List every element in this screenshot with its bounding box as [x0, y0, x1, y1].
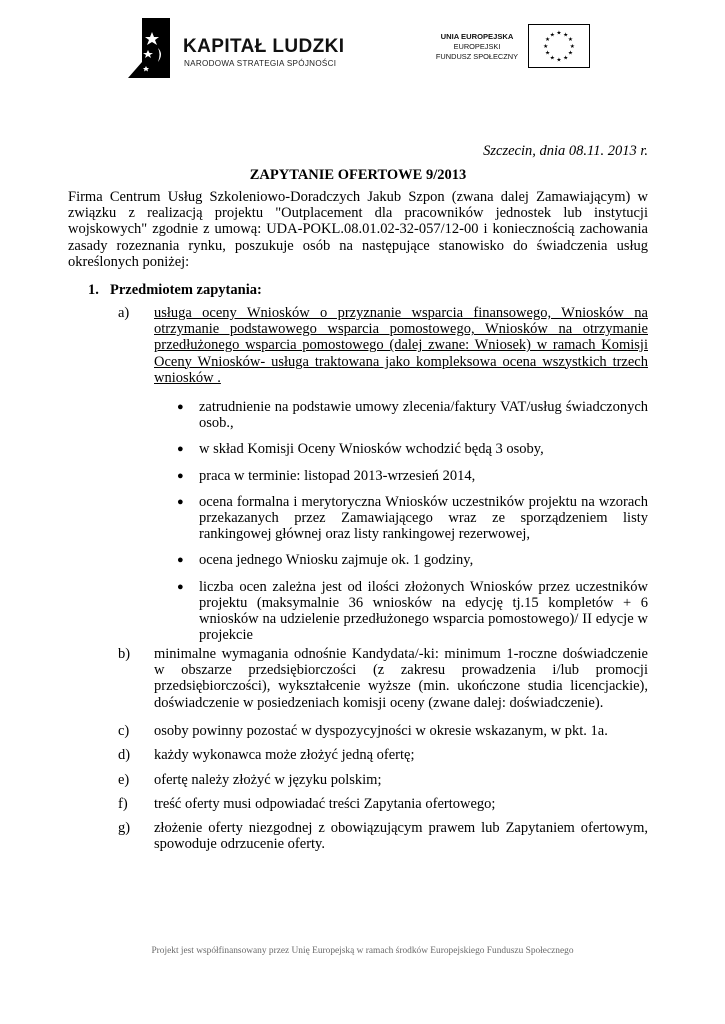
item-e: [118, 772, 648, 788]
section-number: 1.: [88, 282, 99, 298]
section-title: Przedmiotem zapytania:: [110, 282, 262, 298]
item-text: usługa oceny Wniosków o przyznanie wsparcia finansowego, Wniosków na otrzymanie podstawowego wsparcia pomostowego, Wniosków na otrzymanie przedłużonego wsparcia pomostowego (dalej zwane: Wniosek) w ramach Komisji Oceny Wniosków- usługa traktowana jako kompleksowa ocena wszystkich trzech wniosków .: [154, 305, 648, 386]
svg-text:★: ★: [544, 37, 551, 44]
bullet-item: [173, 552, 648, 568]
eu-line-2: EUROPEJSKI: [453, 42, 501, 51]
item-text: osoby powinny pozostać w dyspozycyjności w okresie wskazanym, w pkt. 1a.: [154, 723, 608, 739]
kapital-ludzki-logo: [128, 18, 348, 80]
bullet-item: [173, 468, 648, 484]
item-text: treść oferty musi odpowiadać treści Zapytania ofertowego;: [154, 796, 496, 812]
item-letter: a): [118, 305, 130, 321]
item-d: [118, 747, 648, 763]
eu-line-3: FUNDUSZ SPOŁECZNY: [435, 52, 519, 61]
eu-logo: [424, 24, 594, 72]
item-letter: d): [118, 747, 131, 763]
bullet-text: ocena jednego Wniosku zajmuje ok. 1 godziny,: [199, 552, 474, 569]
svg-text:★: ★: [567, 50, 574, 57]
kapital-ludzki-emblem-icon: [128, 18, 170, 78]
item-text: ofertę należy złożyć w języku polskim;: [154, 772, 382, 788]
bullet-text: w skład Komisji Oceny Wniosków wchodzić będą 3 osoby,: [199, 441, 544, 458]
bullet-icon: ●: [177, 469, 184, 482]
bullet-item: [173, 494, 648, 543]
svg-text:★: ★: [563, 55, 569, 62]
svg-text:★: ★: [544, 50, 551, 57]
bullet-list: [173, 399, 648, 643]
logo-subtitle: NARODOWA STRATEGIA SPÓJNOŚCI: [184, 59, 337, 68]
bullet-icon: ●: [177, 495, 184, 508]
eu-flag-icon: [528, 24, 590, 68]
bullet-text: zatrudnienie na podstawie umowy zlecenia/faktury VAT/usług świadczonych osob.,: [199, 399, 648, 432]
bullet-icon: ●: [177, 401, 184, 413]
svg-text:★: ★: [549, 55, 555, 62]
item-c: [118, 723, 648, 739]
section-1-heading: [88, 282, 262, 298]
item-letter: f): [118, 796, 128, 812]
item-a: [118, 305, 648, 386]
svg-text:★: ★: [569, 43, 575, 50]
bullet-item: [173, 441, 648, 457]
svg-text:★: ★: [556, 30, 562, 37]
logo-title: KAPITAŁ LUDZKI: [183, 36, 345, 57]
bullet-text: praca w terminie: listopad 2013-wrzesień 2014,: [199, 467, 476, 484]
bullet-text: ocena formalna i merytoryczna Wniosków uczestników projektu na wzorach przekazanych przez Zamawiającego wraz ze sporządzeniem listy rankingowej głównej oraz listy rankingowej rezerwowej,: [199, 493, 648, 543]
item-letter: e): [118, 772, 130, 788]
bullet-item: [173, 579, 648, 644]
svg-text:★: ★: [567, 37, 574, 44]
bullet-icon: ●: [177, 554, 184, 567]
svg-text:★: ★: [543, 43, 549, 50]
document-date: Szczecin, dnia 08.11. 2013 r.: [483, 143, 648, 159]
item-b: [118, 646, 648, 711]
document-title: ZAPYTANIE OFERTOWE 9/2013: [249, 167, 467, 183]
svg-text:★: ★: [549, 32, 555, 39]
intro-paragraph: Firma Centrum Usług Szkoleniowo-Doradczych Jakub Szpon (zwana dalej Zamawiającym) w związku z realizacją projektu "Outplacement dla pracowników jednostek lub instytucji wojskowych" zgodnie z umową: UDA-POKL.08.01.02-32-057/12-00 i koniecznością zachowania zasady rozeznania rynku, poszukuje osób na następujące stanowisko do świadczenia usług określonych poniżej:: [68, 189, 648, 270]
item-letter: b): [118, 646, 131, 662]
item-g: [118, 820, 648, 852]
bullet-text: liczba ocen zależna jest od ilości złożonych Wniosków przez uczestników projektu (maksymalnie 36 wniosków na edycję tj.15 kompletów + 6 wniosków na udzielenie przedłużonego wsparcia pomostowego)/ II edycje w projekcie: [199, 578, 648, 644]
eu-logo-text: [430, 32, 524, 62]
bullet-item: [173, 399, 648, 431]
footer-note: Projekt jest współfinansowany przez Unię Europejską w ramach środków Europejskiego Funduszu Społecznego: [151, 946, 574, 956]
item-letter: c): [118, 723, 130, 739]
item-f: [118, 796, 648, 812]
item-text: złożenie oferty niezgodnej z obowiązującym prawem lub Zapytaniem ofertowym, spowoduje odrzucenie oferty.: [154, 820, 648, 853]
svg-text:★: ★: [556, 57, 562, 64]
eu-line-1: UNIA EUROPEJSKA: [440, 32, 514, 41]
item-text: każdy wykonawca może złożyć jedną ofertę;: [154, 747, 415, 763]
item-text: minimalne wymagania odnośnie Kandydata/-ki: minimum 1-roczne doświadczenie w obszarze przedsiębiorczości (z zakresu prowadzenia i/lub promocji przedsiębiorczości), wykształcenie wyższe (min. ukończone studia licencjackie), doświadczenie w posiedzeniach komisji oceny (zwane dalej: doświadczenie).: [154, 646, 648, 711]
bullet-icon: ●: [177, 443, 184, 456]
item-letter: g): [118, 820, 131, 836]
svg-text:★: ★: [563, 32, 569, 39]
bullet-icon: ●: [177, 580, 184, 593]
